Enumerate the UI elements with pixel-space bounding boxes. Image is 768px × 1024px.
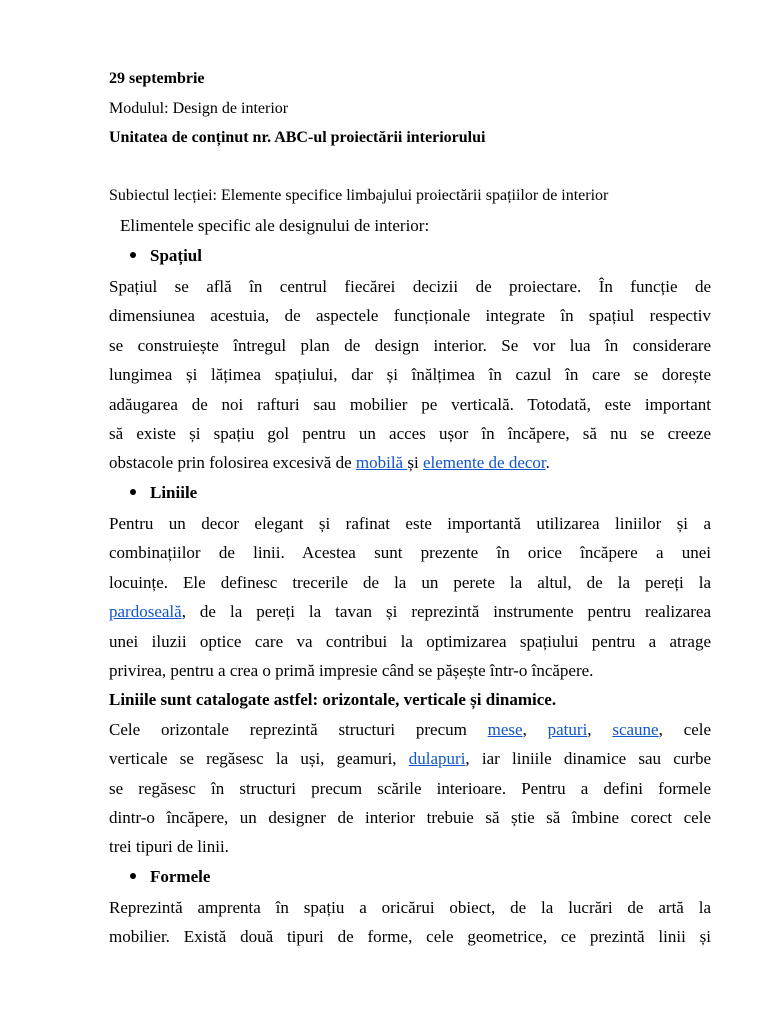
text-line: adăugarea de noi rafturi sau mobilier pe verticală. Totodată, este important <box>109 394 711 414</box>
bullet-formele <box>130 862 210 891</box>
bullet-liniile <box>130 478 197 507</box>
bullet-title: Liniile <box>150 483 198 502</box>
bullet-dot-icon <box>130 873 136 879</box>
text-span: obstacole prin folosirea excesivă de <box>109 453 356 473</box>
text-line: Reprezintă amprenta în spațiu a oricărui obiect, de la lucrări de artă la <box>109 898 711 917</box>
bullet-spatiul <box>130 241 202 270</box>
bullet-title: Spațiul <box>150 246 202 265</box>
unit-title: Unitatea de conținut nr. ABC-ul proiectării interiorului <box>109 129 486 146</box>
text-span: , iar liniile dinamice sau curbe <box>465 749 711 769</box>
link-mese[interactable]: mese <box>487 719 523 739</box>
text-line: dimensiunea acestuia, de aspectele funcționale integrate în spațiul respectiv <box>109 306 711 326</box>
text-line: se regăsesc în structuri precum scările interioare. Pentru a defini formele <box>109 778 711 798</box>
module-title: Modulul: Design de interior <box>109 100 289 117</box>
text-span: . <box>545 453 550 473</box>
link-scaune[interactable]: scaune <box>612 719 659 739</box>
text-span: , <box>587 719 613 739</box>
text-line <box>109 597 711 626</box>
intro-line: Elimentele specific ale designului de interior: <box>120 216 430 235</box>
text-span: verticale se regăsesc la uși, geamuri, <box>109 749 409 769</box>
text-span: , de la pereți la tavan și reprezintă instrumente pentru realizarea <box>181 602 711 622</box>
text-line: lungimea și lățimea spațiului, dar și înălțimea în cazul în care se dorește <box>109 365 711 385</box>
text-span: Cele orizontale reprezintă structuri precum <box>109 719 488 739</box>
text-line: trei tipuri de linii. <box>109 837 229 857</box>
text-line: să existe și spațiu gol pentru un acces ușor în încăpere, să nu se creeze <box>109 424 711 444</box>
link-elemente-de-decor[interactable]: elemente de decor <box>422 453 546 473</box>
bullet-dot-icon <box>130 489 136 495</box>
text-line: Spațiul se află în centrul fiecărei decizii de proiectare. În funcție de <box>109 277 711 296</box>
paragraph-formele <box>109 893 711 952</box>
paragraph-spatiul <box>109 272 711 478</box>
link-pardoseala[interactable]: pardoseală <box>109 602 182 622</box>
bold-line: Liniile sunt catalogate astfel: orizontale, verticale și dinamice. <box>109 690 557 710</box>
text-line: privirea, pentru a crea o primă impresie când se pășește într-o încăpere. <box>109 661 594 681</box>
lesson-date: 29 septembrie <box>109 70 205 87</box>
bullet-title: Formele <box>150 867 211 886</box>
paragraph-liniile <box>109 509 711 862</box>
text-line: se construiește întregul plan de design interior. Se vor lua în considerare <box>109 335 711 355</box>
text-span: , cele <box>658 719 712 739</box>
text-line: dintr-o încăpere, un designer de interior trebuie să știe să îmbine corect cele <box>109 808 711 828</box>
bullet-dot-icon <box>130 252 136 258</box>
text-line <box>109 448 711 477</box>
lesson-subject: Subiectul lecției: Elemente specifice limbajului proiectării spațiilor de interior <box>109 187 609 204</box>
link-dulapuri[interactable]: dulapuri <box>408 749 466 769</box>
text-span: și <box>407 453 423 473</box>
text-span: , <box>522 719 548 739</box>
text-line: combinațiilor de linii. Acestea sunt prezente în orice încăpere a unei <box>109 543 711 563</box>
text-line: locuințe. Ele definesc trecerile de la un perete la altul, de la pereți la <box>109 572 711 592</box>
text-line: mobilier. Există două tipuri de forme, cele geometrice, ce prezintă linii și <box>109 927 711 947</box>
text-line: Pentru un decor elegant și rafinat este importantă utilizarea liniilor și a <box>109 514 711 533</box>
link-paturi[interactable]: paturi <box>547 719 588 739</box>
text-line <box>109 715 711 744</box>
text-line <box>109 744 711 773</box>
link-mobila[interactable]: mobilă <box>355 453 408 473</box>
text-line: unei iluzii optice care va contribui la optimizarea spațiului pentru a atrage <box>109 631 711 651</box>
